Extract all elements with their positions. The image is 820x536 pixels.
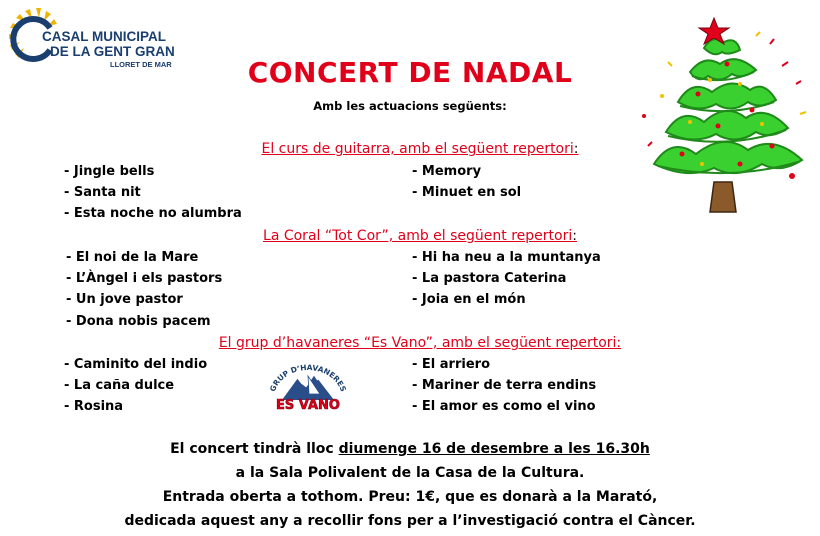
list-item: - Santa nit: [64, 185, 141, 200]
footer-line-1: El concert tindrà lloc diumenge 16 de desembre a les 16.30h: [170, 441, 650, 457]
es-vano-name: ES VANO: [276, 398, 340, 413]
svg-text:GRUP D’HAVANERES: GRUP D’HAVANERES: [268, 364, 348, 393]
list-item: - El arriero: [412, 357, 490, 372]
list-item: - Hi ha neu a la muntanya: [412, 250, 601, 265]
es-vano-logo: [268, 364, 348, 420]
list-item: - Jingle bells: [64, 164, 155, 179]
list-item: - La caña dulce: [64, 378, 175, 393]
footer-line-2: a la Sala Polivalent de la Casa de la Cultura.: [235, 465, 585, 481]
list-item: - Esta noche no alumbra: [64, 206, 242, 221]
footer-line-4: dedicada aquest any a recollir fons per a l’investigació contra el Càncer.: [124, 513, 696, 529]
list-item: - Joia en el món: [412, 292, 526, 307]
footer-line-3: Entrada oberta a tothom. Preu: 1€, que es donarà a la Marató,: [162, 489, 658, 505]
list-item: - Memory: [412, 164, 482, 179]
section-heading-coral: La Coral “Tot Cor”, amb el següent repertori:: [263, 228, 577, 244]
logo-line-2: DE LA GENT GRAN: [50, 44, 175, 59]
list-item: - L’Àngel i els pastors: [66, 271, 223, 286]
list-item: - Minuet en sol: [412, 185, 522, 200]
list-item: - El noi de la Mare: [66, 250, 199, 265]
christmas-tree-icon: [632, 14, 820, 216]
list-item: - El amor es como el vino: [412, 399, 596, 414]
list-item: - Rosina: [64, 399, 124, 414]
list-item: - Dona nobis pacem: [66, 314, 211, 329]
list-item: - La pastora Caterina: [412, 271, 567, 286]
page-title: CONCERT DE NADAL: [247, 56, 573, 89]
concert-date: diumenge 16 de desembre a les 16.30h: [338, 441, 650, 457]
list-item: - Un jove pastor: [66, 292, 183, 307]
logo-line-3: LLORET DE MAR: [110, 60, 172, 69]
list-item: - Caminito del indio: [64, 357, 208, 372]
list-item: - Mariner de terra endins: [412, 378, 597, 393]
section-heading-guitarra: El curs de guitarra, amb el següent repertori:: [261, 141, 579, 157]
logo-line-1: CASAL MUNICIPAL: [42, 29, 166, 44]
section-heading-havaneres: El grup d’havaneres “Es Vano”, amb el següent repertori:: [218, 335, 622, 351]
subtitle: Amb les actuacions següents:: [313, 99, 507, 113]
